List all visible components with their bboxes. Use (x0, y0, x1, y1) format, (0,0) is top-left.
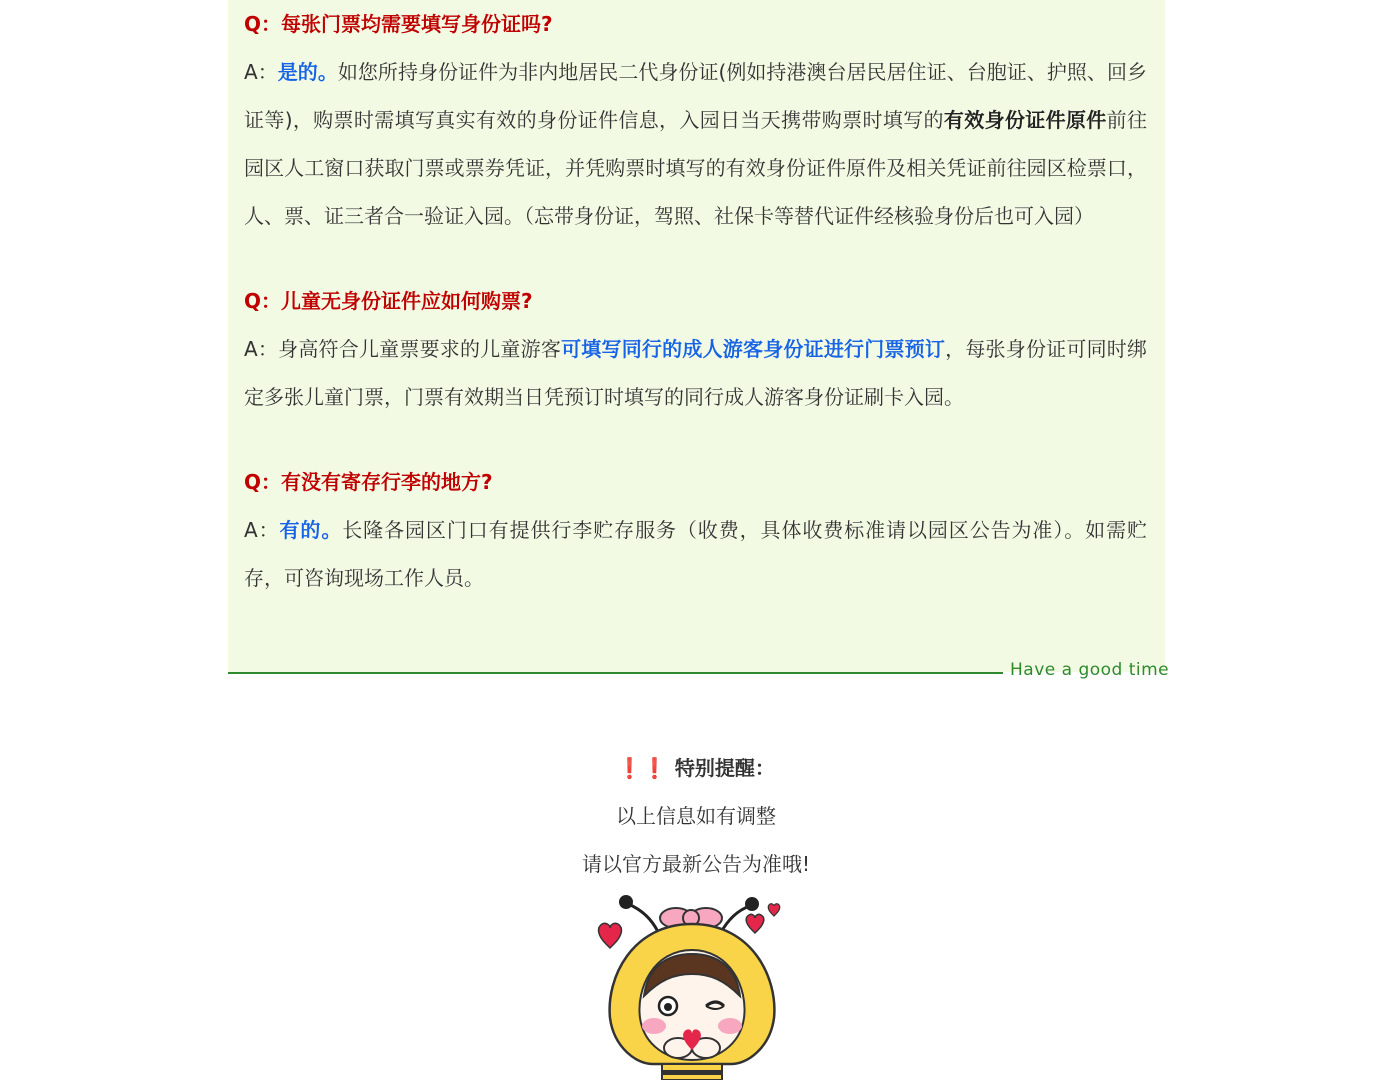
reminder-line-1: 以上信息如有调整 (616, 804, 776, 828)
question-id-card: Q：每张门票均需要填写身份证吗? (244, 12, 553, 36)
faq-item-luggage (244, 458, 1147, 602)
answer-child-ticket (244, 325, 1147, 421)
answer-id-card (244, 48, 1147, 240)
reminder-title-text: 特别提醒： (674, 756, 775, 780)
exclamation-icon: ❗❗ (617, 756, 667, 780)
answer-highlight: 有的。 (279, 518, 343, 542)
answer-text: 如您所持身份证件为非内地居民二代身份证(例如持港澳台居民居住证、台胞证、护照、回乡证等)，购票时需填写真实有效的身份证件信息，入园日当天携带购票时填写的 (244, 60, 1147, 132)
answer-bold: 有效身份证件原件 (943, 108, 1107, 132)
answer-text: 身高符合儿童票要求的儿童游客 (278, 337, 562, 361)
faq-item-child-ticket (244, 277, 1147, 421)
answer-text-2: 前往园区人工窗口获取门票或票券凭证，并凭购票时填写的有效身份证件原件及相关凭证前往园区检票口，人、票、证三者合一验证入园。（忘带身份证，驾照、社保卡等替代证件经核验身份后也可入园） (244, 108, 1148, 228)
bee-mascot-icon (592, 888, 792, 1080)
answer-highlight: 可填写同行的成人游客身份证进行门票预订 (561, 337, 946, 361)
footer-divider (228, 672, 1003, 674)
answer-prefix: A： (244, 518, 280, 542)
answer-prefix: A： (244, 337, 279, 361)
question-child-ticket: Q：儿童无身份证件应如何购票? (244, 289, 533, 313)
footer-tagline: Have a good time (1010, 660, 1170, 680)
answer-text: 长隆各园区门口有提供行李贮存服务（收费，具体收费标准请以园区公告为准）。如需贮存，可咨询现场工作人员。 (244, 518, 1148, 590)
answer-highlight: 是的。 (277, 60, 338, 84)
reminder-line-2: 请以官方最新公告为准哦! (581, 852, 811, 876)
answer-prefix: A： (244, 60, 278, 84)
question-luggage: Q：有没有寄存行李的地方? (244, 470, 493, 494)
answer-luggage (244, 506, 1147, 602)
faq-item-id-card (244, 0, 1147, 240)
answer-text-2: ，每张身份证可同时绑定多张儿童门票，门票有效期当日凭预订时填写的同行成人游客身份证刷卡入园。 (244, 337, 1148, 409)
reminder-title (0, 752, 1392, 781)
faq-panel (228, 0, 1165, 672)
